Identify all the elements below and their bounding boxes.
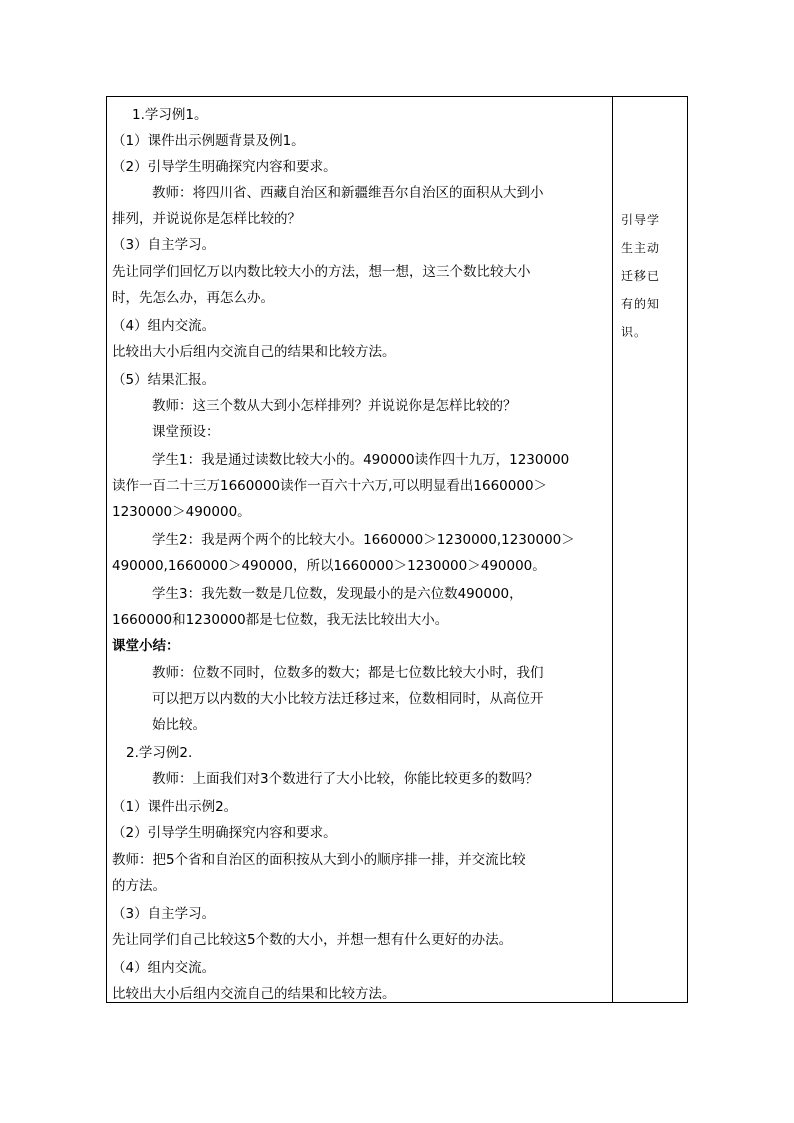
text-line: （1）课件出示例题背景及例1。: [112, 133, 305, 149]
text-line: 教师：上面我们对3个数进行了大小比较，你能比较更多的数吗？: [152, 771, 539, 787]
text-line: 教师：将四川省、西藏自治区和新疆维吾尔自治区的面积从大到小: [152, 185, 544, 201]
text-line: （3）自主学习。: [112, 237, 216, 253]
text-line: （2）引导学生明确探究内容和要求。: [112, 825, 337, 841]
text-line: 先让同学们回忆万以内数比较大小的方法，想一想，这三个数比较大小: [112, 264, 531, 280]
side-note-line: 识。: [621, 325, 648, 339]
side-note-line: 迁移已: [621, 269, 661, 283]
text-line: 可以把万以内数的大小比较方法迁移过来，位数相同时，从高位开: [152, 691, 544, 707]
text-line: 比较出大小后组内交流自己的结果和比较方法。: [112, 344, 396, 360]
text-line: 比较出大小后组内交流自己的结果和比较方法。: [112, 986, 396, 1002]
text-line: 1660000和1230000都是七位数，我无法比较出大小。: [112, 612, 449, 628]
text-line: 1.学习例1。: [132, 107, 208, 123]
text-line: 课堂预设：: [152, 424, 220, 440]
text-line: 先让同学们自己比较这5个数的大小，并想一想有什么更好的办法。: [112, 932, 513, 948]
text-line: 的方法。: [112, 878, 166, 894]
text-line: 时，先怎么办，再怎么办。: [112, 290, 274, 306]
text-line: 始比较。: [152, 717, 206, 733]
text-line: 学生1：我是通过读数比较大小的。490000读作四十九万，1230000: [152, 452, 570, 468]
side-note-line: 生主动: [621, 241, 661, 255]
side-note-line: 引导学: [621, 213, 661, 227]
section-heading: 课堂小结：: [112, 638, 180, 654]
text-line: （1）课件出示例2。: [112, 799, 238, 815]
text-line: 2.学习例2.: [126, 745, 193, 761]
text-line: 教师：把5个省和自治区的面积按从大到小的顺序排一排，并交流比较: [112, 852, 526, 868]
text-line: 490000,1660000＞490000，所以1660000＞1230000＞490000。: [112, 558, 546, 574]
text-line: 学生3：我先数一数是几位数，发现最小的是六位数490000，: [152, 586, 523, 602]
column-divider: [612, 97, 613, 1002]
text-line: （3）自主学习。: [112, 906, 216, 922]
text-line: 排列，并说说你是怎样比较的？: [112, 211, 301, 227]
text-line: （4）组内交流。: [112, 318, 216, 334]
side-note-line: 有的知: [621, 297, 661, 311]
text-line: 1230000＞490000。: [112, 504, 251, 520]
text-line: 读作一百二十三万1660000读作一百六十六万,可以明显看出1660000＞: [112, 478, 548, 494]
text-line: 学生2：我是两个两个的比较大小。1660000＞1230000,1230000＞: [152, 532, 575, 548]
text-line: 教师：位数不同时，位数多的数大；都是七位数比较大小时，我们: [152, 665, 544, 681]
text-line: （4）组内交流。: [112, 960, 216, 976]
text-line: （5）结果汇报。: [112, 372, 216, 388]
text-line: （2）引导学生明确探究内容和要求。: [112, 159, 337, 175]
lesson-table: [106, 96, 688, 1003]
text-line: 教师：这三个数从大到小怎样排列？并说说你是怎样比较的？: [152, 398, 517, 414]
